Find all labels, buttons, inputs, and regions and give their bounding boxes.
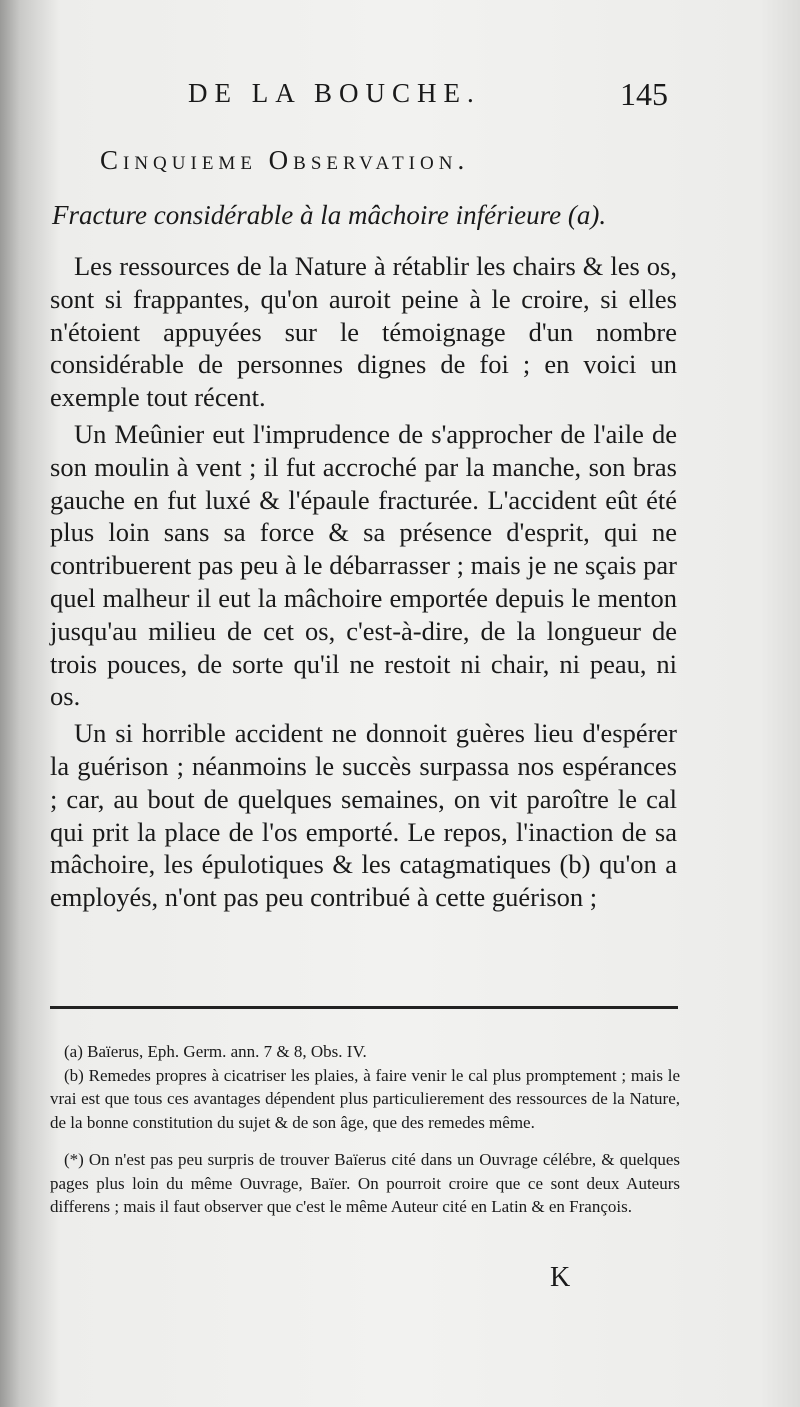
paragraph: Un si horrible accident ne donnoit guères lieu d'espérer la guérison ; néanmoins le succès surpassa nos espérances ; car, au bout de quelques semaines, on vit paroître le cal qui prit la place de l'os emporté. Le repos, l'inaction de sa mâchoire, les épulotiques & les catagmatiques (b) qu'on a employés, n'ont pas peu contribué à cette guérison ; bbox=[50, 718, 677, 913]
footnote: (*) On n'est pas peu surpris de trouver Baïerus cité dans un Ouvrage célébre, & quelques pages plus loin du même Ouvrage, Baïer. On pourroit croire que ce sont deux Auteurs differens ; mais il faut observer que c'est le même Auteur cité en Latin & en François. bbox=[50, 1150, 680, 1216]
signature-mark: K bbox=[550, 1262, 571, 1293]
footnote-divider bbox=[50, 1006, 678, 1009]
observation-title: Cinquieme Observation. bbox=[100, 145, 470, 175]
footnote: (a) Baïerus, Eph. Germ. ann. 7 & 8, Obs. IV. bbox=[64, 1042, 367, 1061]
running-title: DE LA BOUCHE. bbox=[188, 78, 481, 108]
page-header bbox=[0, 78, 800, 118]
paragraph: Un Meûnier eut l'imprudence de s'approcher de l'aile de son moulin à vent ; il fut accroché par la manche, son bras gauche en fut luxé & l'épaule fracturée. L'accident eût été plus loin sans sa force & sa présence d'esprit, qui ne contribuerent pas peu à le débarrasser ; mais je ne sçais par quel malheur il eut la mâchoire emportée depuis le menton jusqu'au milieu de cet os, c'est-à-dire, de la longueur de trois pouces, de sorte qu'il ne restoit ni chair, ni peau, ni os. bbox=[50, 418, 677, 712]
observation-subtitle: Fracture considérable à la mâchoire inférieure (a). bbox=[52, 200, 607, 230]
footnotes bbox=[50, 1040, 680, 1219]
footnote: (b) Remedes propres à cicatriser les plaies, à faire venir le cal plus promptement ; mais le vrai est que tous ces avantages dépendent plus particulierement des ressources de la Nature, de la bonne constitution du sujet & de son âge, que des remedes même. bbox=[50, 1065, 680, 1132]
paragraph: Les ressources de la Nature à rétablir les chairs & les os, sont si frappantes, qu'on auroit peine à le croire, si elles n'étoient appuyées sur le témoignage d'un nombre considérable de personnes dignes de foi ; en voici un exemple tout récent. bbox=[50, 251, 677, 413]
body-text bbox=[50, 250, 677, 918]
page-number: 145 bbox=[620, 76, 668, 112]
